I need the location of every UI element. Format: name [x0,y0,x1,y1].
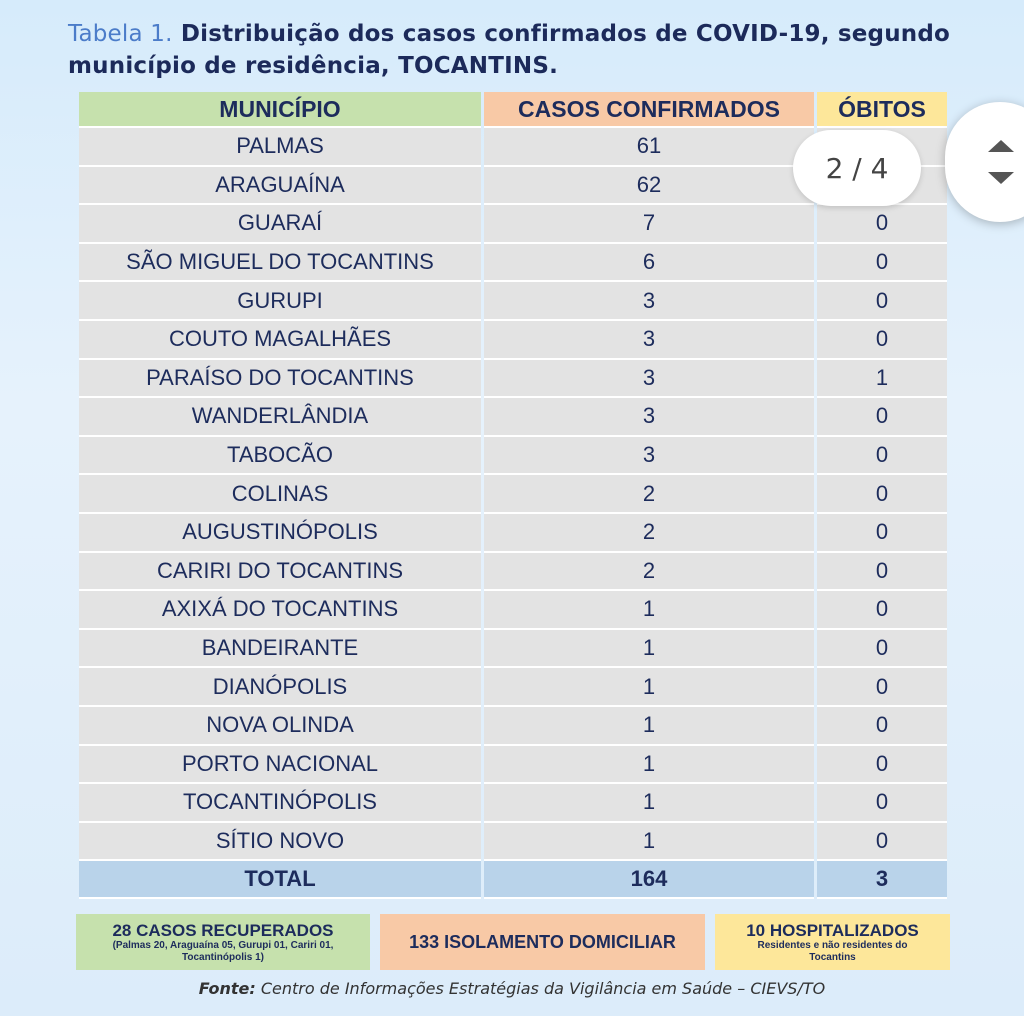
recovered-box [76,914,370,970]
cell-casos: 1 [484,784,814,823]
total-casos: 164 [484,861,814,899]
cell-municipio: GURUPI [79,282,481,321]
table-row [79,591,947,630]
cell-obitos: 0 [817,784,947,823]
cell-obitos: 0 [817,437,947,476]
cell-casos: 3 [484,360,814,399]
total-label: TOTAL [79,861,481,899]
cell-municipio: TOCANTINÓPOLIS [79,784,481,823]
cell-casos: 6 [484,244,814,283]
cell-obitos: 0 [817,205,947,244]
table-title-text: Distribuição dos casos confirmados de COVID-19, segundo município de residência, TOCANTINS. [68,21,951,79]
cell-obitos: 0 [817,321,947,360]
table-row [79,514,947,553]
table-title [68,18,968,82]
hospitalized-box [715,914,950,970]
cell-obitos: 0 [817,668,947,707]
cell-municipio: AUGUSTINÓPOLIS [79,514,481,553]
cell-casos: 3 [484,437,814,476]
table-row [79,321,947,360]
chevron-down-icon[interactable] [988,172,1014,184]
cell-casos: 62 [484,167,814,206]
cell-municipio: BANDEIRANTE [79,630,481,669]
cell-obitos: 1 [817,360,947,399]
table-row [79,707,947,746]
cell-casos: 7 [484,205,814,244]
source-note [0,979,1024,998]
hospitalized-title: 10 HOSPITALIZADOS [746,920,919,940]
cell-obitos: 0 [817,514,947,553]
table-row [79,398,947,437]
page-indicator: 2 / 4 [793,130,921,206]
cell-casos: 1 [484,707,814,746]
header-casos-confirmados: CASOS CONFIRMADOS [484,92,814,128]
source-label: Fonte: [198,979,256,998]
cell-municipio: WANDERLÂNDIA [79,398,481,437]
table-row [79,784,947,823]
hospitalized-detail: Residentes e não residentes do Tocantins [757,939,908,963]
table-row [79,437,947,476]
cell-casos: 61 [484,128,814,167]
cell-obitos: 0 [817,746,947,785]
table-row [79,630,947,669]
cell-casos: 1 [484,746,814,785]
cell-casos: 3 [484,321,814,360]
cell-obitos: 0 [817,244,947,283]
cell-municipio: PARAÍSO DO TOCANTINS [79,360,481,399]
cell-obitos: 0 [817,707,947,746]
cell-casos: 3 [484,398,814,437]
cell-obitos: 0 [817,282,947,321]
cell-casos: 2 [484,475,814,514]
covid-cases-table [76,92,950,899]
isolation-box [380,914,705,970]
cell-municipio: COUTO MAGALHÃES [79,321,481,360]
cell-municipio: NOVA OLINDA [79,707,481,746]
isolation-text: 133 ISOLAMENTO DOMICILIAR [409,931,676,952]
cell-municipio: CARIRI DO TOCANTINS [79,553,481,592]
table-title-label: Tabela 1. [68,21,173,47]
header-obitos: ÓBITOS [817,92,947,128]
table-row [79,282,947,321]
cell-municipio: ARAGUAÍNA [79,167,481,206]
recovered-title: 28 CASOS RECUPERADOS [112,920,334,940]
cell-casos: 2 [484,514,814,553]
recovered-detail: (Palmas 20, Araguaína 05, Gurupi 01, Cariri 01, Tocantinópolis 1) [112,939,334,963]
cell-casos: 1 [484,591,814,630]
table-row [79,746,947,785]
chevron-up-icon[interactable] [988,140,1014,152]
header-municipio: MUNICÍPIO [79,92,481,128]
table-row [79,205,947,244]
cell-municipio: DIANÓPOLIS [79,668,481,707]
cell-municipio: SÍTIO NOVO [79,823,481,862]
page-scroll-control[interactable] [945,102,1024,222]
cell-casos: 1 [484,668,814,707]
table-row [79,244,947,283]
cell-obitos: 0 [817,591,947,630]
cell-municipio: PORTO NACIONAL [79,746,481,785]
cell-obitos: 0 [817,823,947,862]
cell-municipio: GUARAÍ [79,205,481,244]
table-row [79,360,947,399]
cell-municipio: COLINAS [79,475,481,514]
table-header-row [79,92,947,128]
cell-casos: 3 [484,282,814,321]
cell-casos: 1 [484,630,814,669]
cell-municipio: AXIXÁ DO TOCANTINS [79,591,481,630]
table-row [79,823,947,862]
cell-municipio: PALMAS [79,128,481,167]
cell-obitos: 0 [817,630,947,669]
table-row [79,553,947,592]
cell-municipio: SÃO MIGUEL DO TOCANTINS [79,244,481,283]
table-row [79,668,947,707]
table-body [79,128,947,861]
table-row [79,475,947,514]
source-text: Centro de Informações Estratégias da Vigilância em Saúde – CIEVS/TO [255,979,826,998]
cell-municipio: TABOCÃO [79,437,481,476]
cell-casos: 2 [484,553,814,592]
cell-obitos: 0 [817,475,947,514]
total-obitos: 3 [817,861,947,899]
cell-obitos: 0 [817,398,947,437]
total-row [79,861,947,899]
cell-casos: 1 [484,823,814,862]
cell-obitos: 0 [817,553,947,592]
